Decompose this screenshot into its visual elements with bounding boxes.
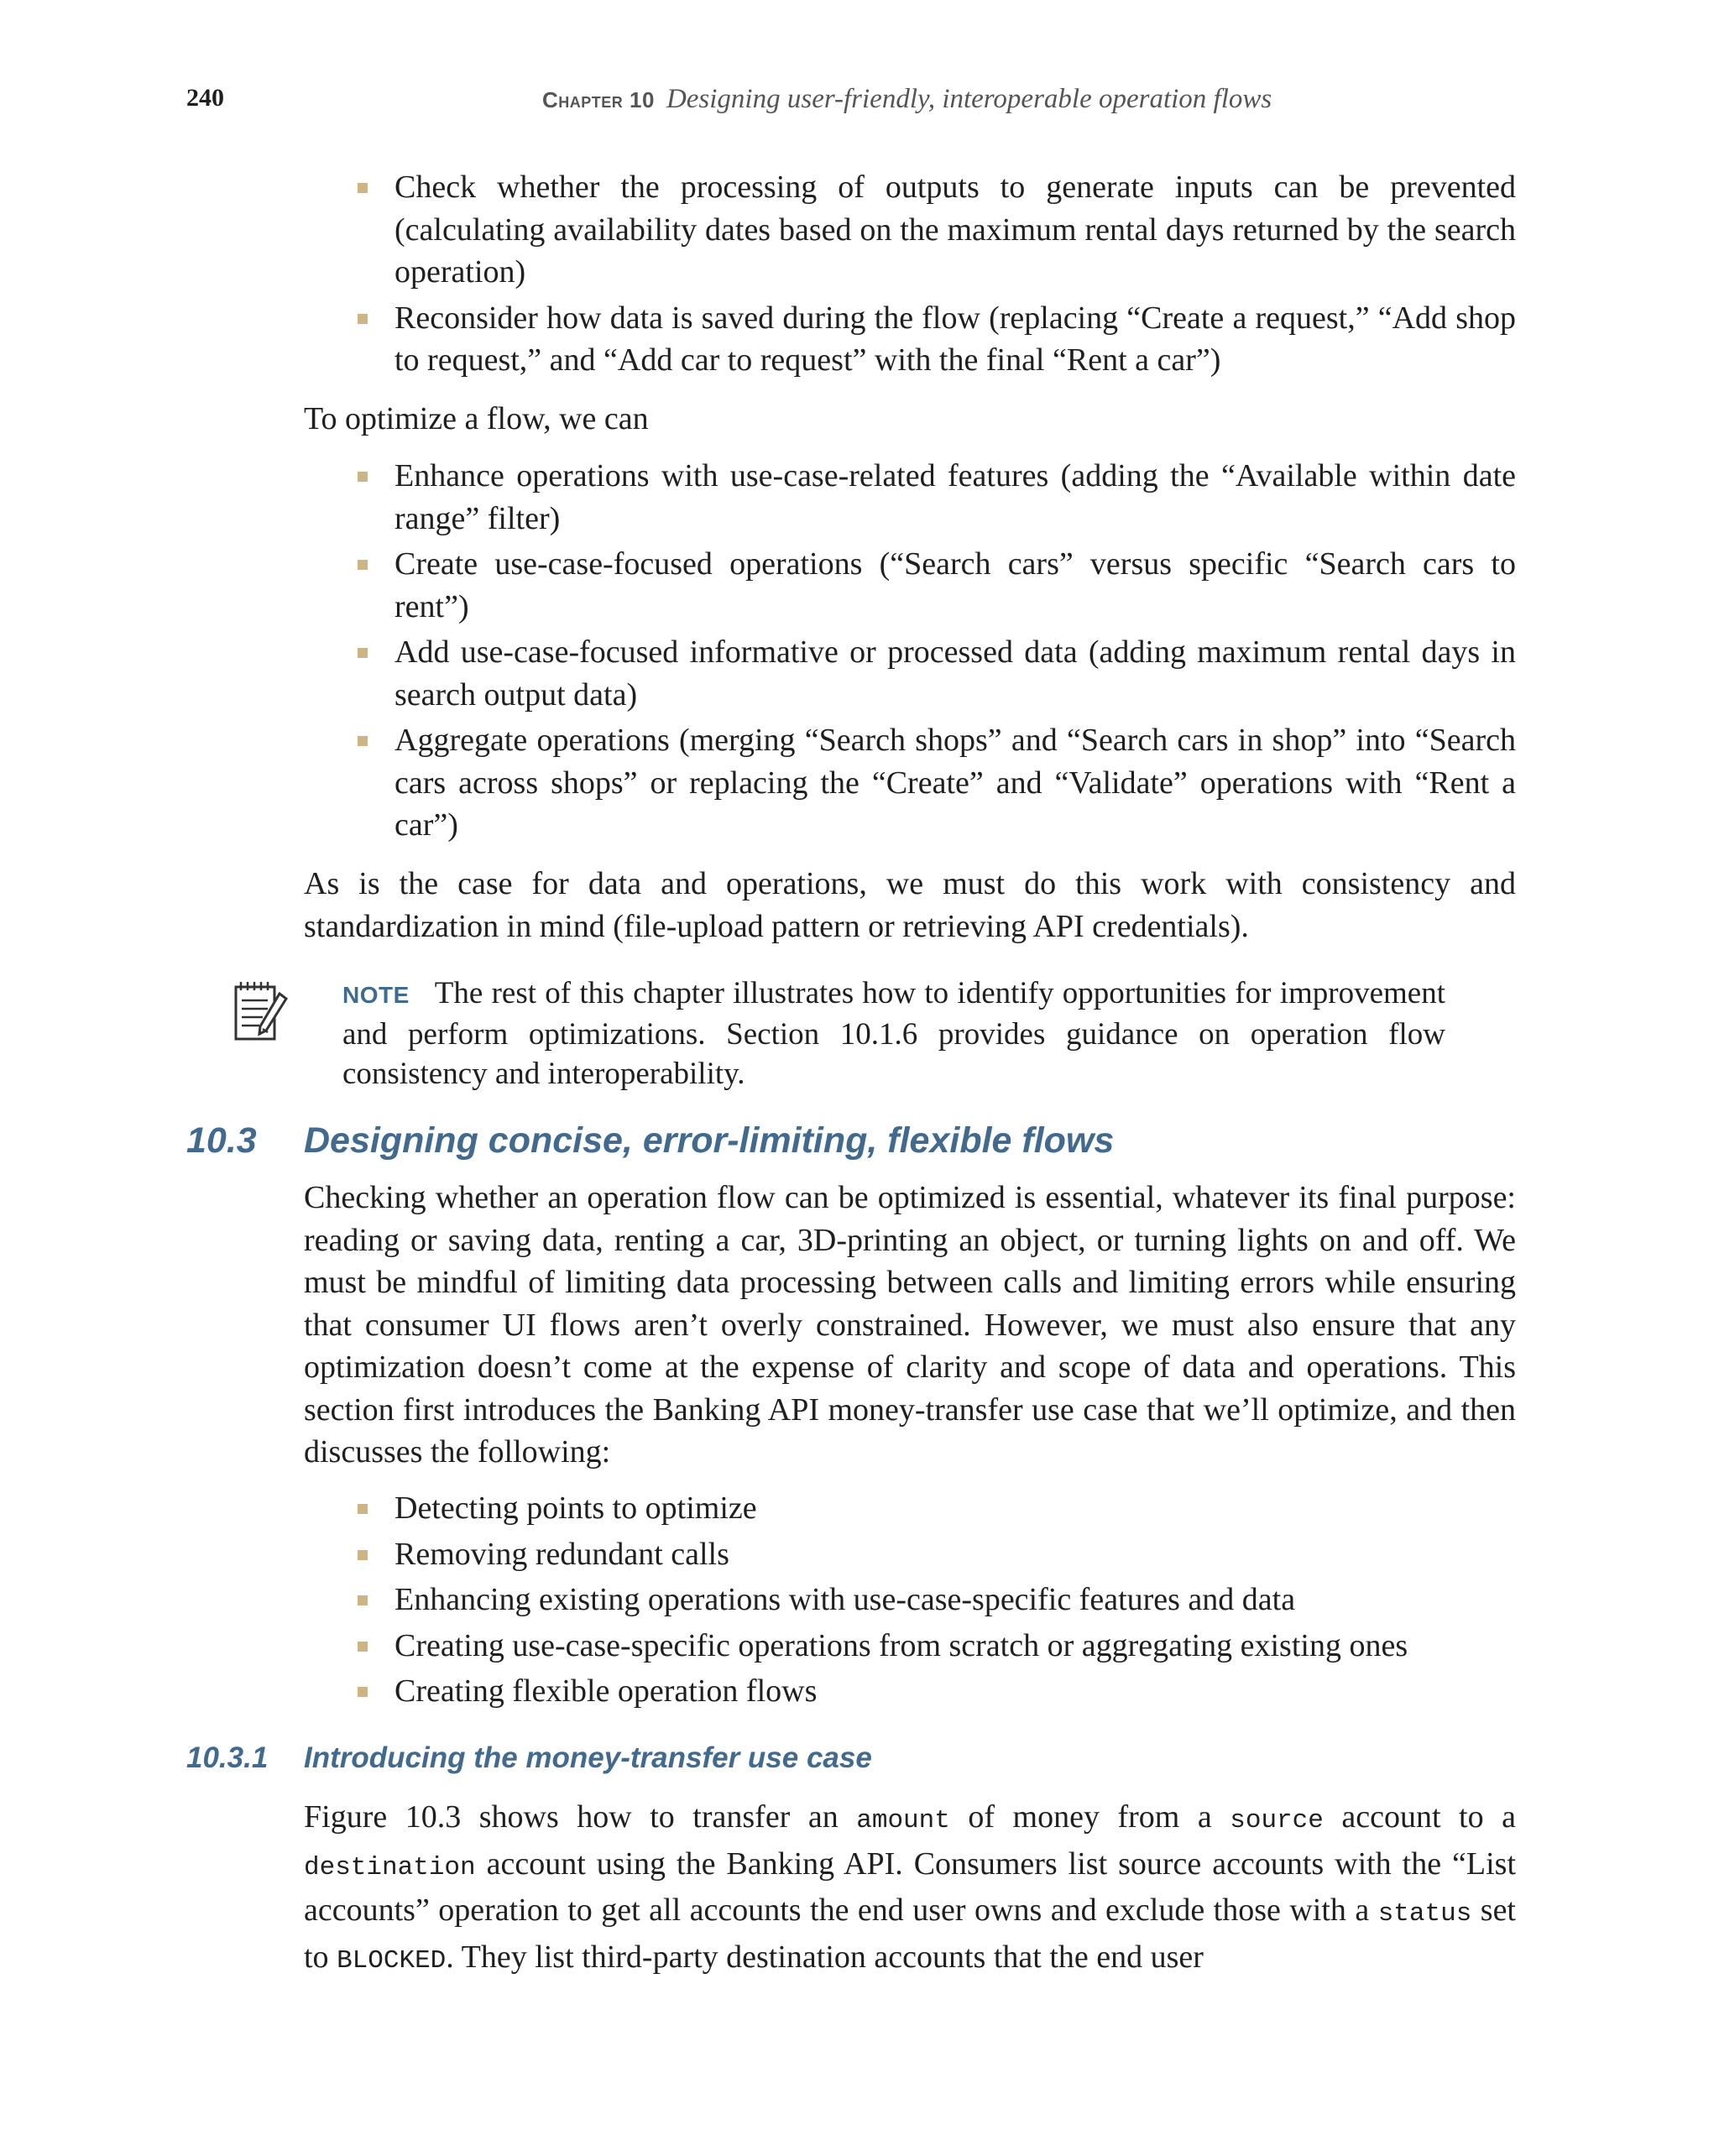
- list-item-text: Aggregate operations (merging “Search shops” and “Search cars in shop” into “Search cars across shops” or replacing the “Create” and “Validate” operations with “Rent a car”): [394, 723, 1516, 843]
- list-item: [351, 631, 1516, 716]
- list-item: [351, 166, 1516, 294]
- bullet-square-icon: [358, 560, 368, 570]
- note-callout: [231, 974, 1473, 1099]
- running-header: [186, 84, 1513, 126]
- list-item: [351, 455, 1516, 540]
- list-item-text: Reconsider how data is saved during the flow (replacing “Create a request,” “Add shop to request,” and “Add car to request” with the final “Rent a car”): [394, 300, 1516, 378]
- list-item: [351, 1487, 1516, 1530]
- list-item-text: Check whether the processing of outputs to generate inputs can be prevented (calculating availability dates based on the maximum rental days returned by the search operation): [394, 170, 1516, 290]
- bullet-square-icon: [358, 1687, 368, 1697]
- list-item: [351, 1579, 1516, 1621]
- list-item-text: Add use-case-focused informative or processed data (adding maximum rental days in search output data): [394, 634, 1516, 713]
- section-10-3-paragraph: Checking whether an operation flow can be optimized is essential, whatever its final purpose: reading or saving data, renting a car, 3D-printing an object, or turning lights on and off. We must be mindful of limiting data processing between calls and limiting errors while ensuring that consumer UI flows aren’t overly constrained. However, we must also ensure that any optimization doesn’t come at the expense of clarity and scope of data and operations. This section first introduces the Banking API money-transfer use case that we’ll optimize, and then discusses the following:: [304, 1180, 1516, 1470]
- list-item: [351, 1625, 1516, 1668]
- list-item: [351, 543, 1516, 628]
- text-run: account to a: [1323, 1799, 1516, 1835]
- page-number: 240: [186, 84, 224, 112]
- bullet-square-icon: [358, 1642, 368, 1652]
- list-item: [351, 719, 1516, 847]
- bullet-list-top: [351, 166, 1516, 385]
- bullet-square-icon: [358, 314, 368, 324]
- section-number: 10.3.1: [186, 1741, 269, 1774]
- bullet-list-optimize: [351, 455, 1516, 850]
- text-run: Figure 10.3 shows how to transfer an: [304, 1799, 857, 1835]
- bullet-square-icon: [358, 1504, 368, 1514]
- bullet-square-icon: [358, 1550, 368, 1560]
- list-item-text: Creating flexible operation flows: [394, 1673, 818, 1709]
- note-label: NOTE: [342, 982, 410, 1008]
- section-heading-10-3: [186, 1120, 1114, 1162]
- note-text: The rest of this chapter illustrates how to identify opportunities for improvement and perform optimizations. Section 10.1.6 provides guidance on operation flow consistency and interoperability.: [342, 976, 1445, 1091]
- chapter-label: Chapter 10: [542, 87, 655, 112]
- code-source: source: [1230, 1806, 1324, 1835]
- chapter-heading: [542, 84, 1272, 115]
- section-heading-10-3-1: [186, 1741, 872, 1775]
- list-item-text: Detecting points to optimize: [394, 1490, 757, 1526]
- section-10-3-1-paragraph: [304, 1796, 1516, 1982]
- text-run: account using the Banking API. Consumers list source accounts with the “List accounts” operation to get all accounts the end user owns and exclude those with a: [304, 1845, 1516, 1928]
- list-item: [351, 1533, 1516, 1576]
- chapter-title: Designing user-friendly, interoperable operation flows: [666, 84, 1272, 114]
- code-blocked: BLOCKED: [337, 1945, 447, 1976]
- list-item: [351, 1670, 1516, 1713]
- bullet-square-icon: [358, 1595, 368, 1605]
- code-amount: amount: [856, 1806, 950, 1835]
- code-status: status: [1377, 1899, 1472, 1929]
- list-item-text: Enhance operations with use-case-related features (adding the “Available within date range” filter): [394, 458, 1516, 536]
- bullet-list-section: [351, 1487, 1516, 1716]
- text-run: of money from a: [949, 1799, 1230, 1835]
- notepad-pencil-icon: [231, 979, 290, 1046]
- list-item-text: Removing redundant calls: [394, 1536, 729, 1572]
- list-item-text: Enhancing existing operations with use-case-specific features and data: [394, 1582, 1296, 1617]
- text-run: set to: [304, 1892, 1516, 1975]
- section-title: Introducing the money-transfer use case: [304, 1741, 872, 1774]
- list-item: [351, 297, 1516, 382]
- code-destination: destination: [304, 1852, 476, 1882]
- note-body: [342, 974, 1445, 1094]
- text-run: . They list third-party destination accounts that the end user: [446, 1939, 1204, 1975]
- list-item-text: Create use-case-focused operations (“Search cars” versus specific “Search cars to rent”): [394, 546, 1516, 624]
- bullet-square-icon: [358, 472, 368, 482]
- bullet-square-icon: [358, 648, 368, 658]
- optimize-intro: To optimize a flow, we can: [304, 401, 649, 436]
- section-title: Designing concise, error-limiting, flexible flows: [304, 1120, 1115, 1161]
- list-item-text: Creating use-case-specific operations from scratch or aggregating existing ones: [394, 1627, 1408, 1663]
- bullet-square-icon: [358, 736, 368, 746]
- section-number: 10.3: [186, 1120, 257, 1161]
- bullet-square-icon: [358, 183, 368, 193]
- consistency-paragraph: As is the case for data and operations, we must do this work with consistency and standardization in mind (file-upload pattern or retrieving API credentials).: [304, 866, 1516, 944]
